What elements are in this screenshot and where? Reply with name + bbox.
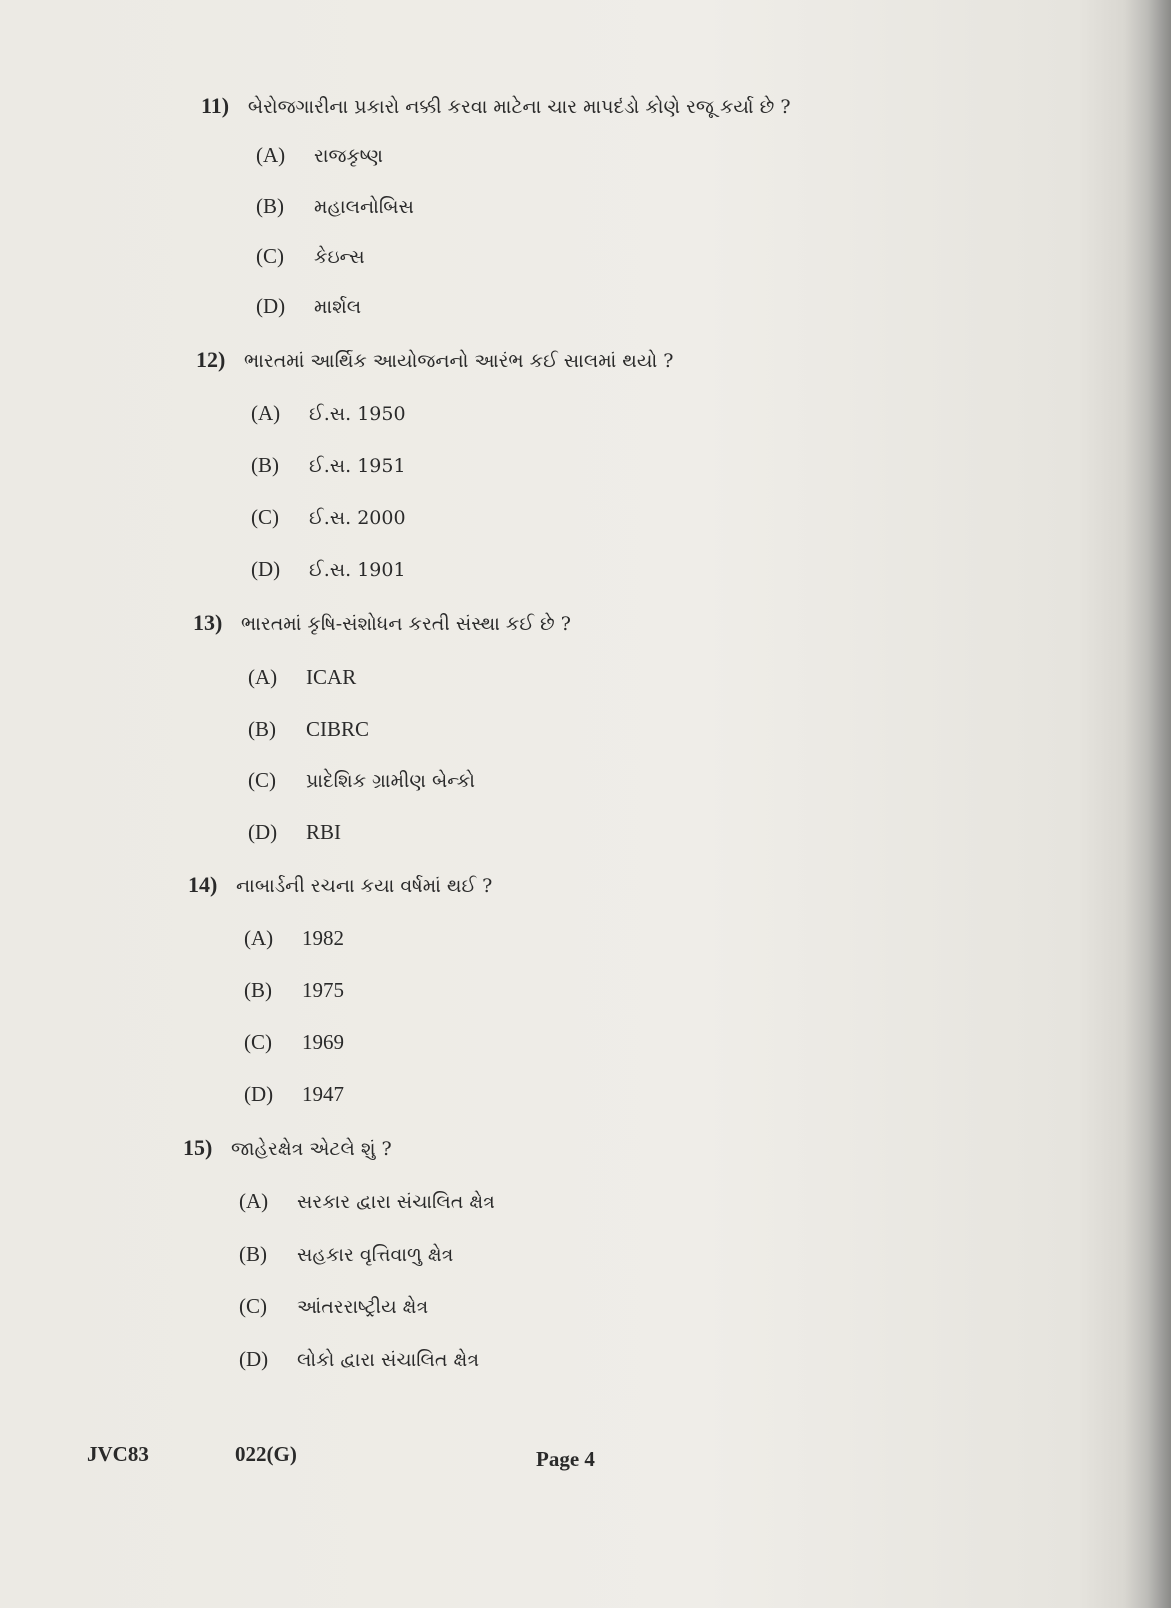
- option-letter: (B): [244, 978, 272, 1002]
- option-letter: (C): [244, 1030, 272, 1054]
- option-text: કેઇન્સ: [314, 246, 365, 268]
- option-text: રાજકૃષ્ણ: [314, 145, 383, 167]
- option-15-b: [239, 1242, 453, 1267]
- option-text: પ્રાદેશિક ગ્રામીણ બેન્કો: [306, 770, 475, 792]
- option-12-d: [251, 557, 406, 582]
- option-letter: (D): [239, 1347, 269, 1371]
- option-15-d: [239, 1347, 479, 1372]
- option-letter: (A): [256, 143, 286, 167]
- option-text: RBI: [306, 820, 342, 844]
- option-letter: (B): [248, 717, 276, 741]
- option-15-c: [239, 1294, 428, 1319]
- option-text: ઈ.સ. 1951: [309, 455, 406, 477]
- option-text: 1975: [302, 978, 345, 1002]
- question-text: નાબાર્ડની રચના કયા વર્ષમાં થઈ ?: [236, 875, 493, 897]
- question-number: 15): [183, 1135, 213, 1160]
- option-14-a: [244, 926, 344, 951]
- question-number: 14): [188, 872, 218, 897]
- option-11-b: [256, 194, 414, 219]
- footer-code: JVC83: [87, 1442, 149, 1466]
- option-letter: (B): [239, 1242, 267, 1266]
- option-letter: (A): [251, 401, 281, 425]
- question-text: ભારતમાં કૃષિ-સંશોધન કરતી સંસ્થા કઈ છે ?: [241, 613, 571, 635]
- option-14-d: [244, 1082, 344, 1107]
- option-letter: (D): [244, 1082, 274, 1106]
- option-text: મહાલનોબિસ: [314, 196, 414, 218]
- option-12-b: [251, 453, 406, 478]
- option-letter: (C): [251, 505, 279, 529]
- option-letter: (D): [248, 820, 278, 844]
- option-letter: (C): [239, 1294, 267, 1318]
- option-text: 1982: [302, 926, 345, 950]
- question-15: [183, 1135, 392, 1161]
- question-12: [196, 347, 673, 373]
- option-letter: (C): [248, 768, 276, 792]
- option-text: ઈ.સ. 2000: [309, 507, 406, 529]
- option-14-b: [244, 978, 344, 1003]
- option-text: સરકાર દ્વારા સંચાલિત ક્ષેત્ર: [297, 1191, 495, 1213]
- option-15-a: [239, 1189, 495, 1214]
- option-letter: (D): [256, 294, 286, 318]
- option-13-c: [248, 768, 475, 793]
- question-text: બેરોજગારીના પ્રકારો નક્કી કરવા માટેના ચાર માપદંડો કોણે રજૂ કર્યા છે ?: [247, 96, 791, 118]
- option-11-c: [256, 244, 365, 269]
- question-number: 13): [193, 610, 223, 635]
- question-text: ભારતમાં આર્થિક આયોજનનો આરંભ કઈ સાલમાં થયો ?: [244, 350, 674, 372]
- option-text: લોકો દ્વારા સંચાલિત ક્ષેત્ર: [297, 1349, 480, 1371]
- option-12-a: [251, 401, 406, 426]
- option-text: માર્શલ: [314, 296, 362, 318]
- option-letter: (D): [251, 557, 281, 581]
- question-number: 12): [196, 347, 226, 372]
- option-text: ઈ.સ. 1950: [309, 403, 406, 425]
- option-14-c: [244, 1030, 344, 1055]
- question-text: જાહેરક્ષેત્ર એટલે શું ?: [231, 1138, 392, 1160]
- option-letter: (A): [244, 926, 274, 950]
- option-13-d: [248, 820, 341, 845]
- question-13: [193, 610, 571, 636]
- option-13-a: [248, 665, 356, 690]
- option-text: CIBRC: [306, 717, 370, 741]
- option-letter: (B): [251, 453, 279, 477]
- question-14: [188, 872, 492, 898]
- option-text: 1947: [302, 1082, 345, 1106]
- option-letter: (C): [256, 244, 284, 268]
- option-text: સહકાર વૃત્તિવાળુ ક્ષેત્ર: [297, 1244, 454, 1266]
- footer-page-number: Page 4: [536, 1447, 595, 1471]
- option-11-a: [256, 143, 383, 168]
- option-text: ICAR: [306, 665, 357, 689]
- option-11-d: [256, 294, 361, 319]
- option-letter: (B): [256, 194, 284, 218]
- question-11: [201, 93, 791, 119]
- option-letter: (A): [248, 665, 278, 689]
- question-number: 11): [201, 93, 230, 118]
- option-13-b: [248, 717, 369, 742]
- option-letter: (A): [239, 1189, 269, 1213]
- option-text: ઈ.સ. 1901: [309, 559, 406, 581]
- option-text: આંતરરાષ્ટ્રીય ક્ષેત્ર: [297, 1296, 429, 1318]
- footer-paper-code: 022(G): [235, 1442, 297, 1466]
- option-12-c: [251, 505, 406, 530]
- option-text: 1969: [302, 1030, 345, 1054]
